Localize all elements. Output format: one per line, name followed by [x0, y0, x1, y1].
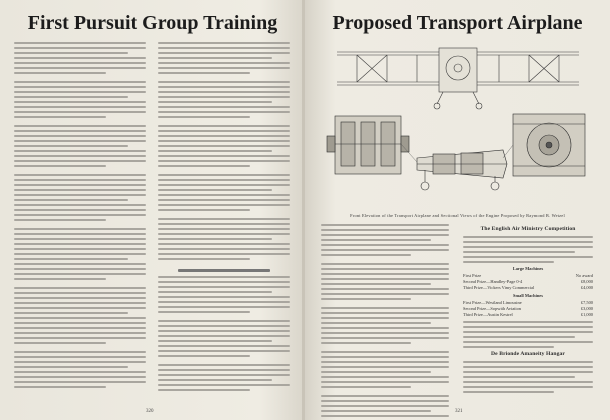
- right-column-2: [463, 224, 593, 396]
- body-text-block: [463, 361, 593, 393]
- table-row: First Prize—Westland Limousine £7,500: [463, 300, 593, 305]
- body-text-block: [158, 42, 290, 267]
- right-column-1: [321, 224, 449, 420]
- engine-section-left: [327, 116, 409, 174]
- body-text-block: [463, 321, 593, 348]
- figure-caption: Front Elevation of the Transport Airplane and Sectional Views of the Engine Proposed by Raymond B. Wetzel: [350, 213, 565, 218]
- body-text-block: [14, 42, 146, 388]
- body-text-block: [158, 276, 290, 391]
- table-heading: Small Machines: [513, 293, 543, 298]
- table-row: First Prize No award: [463, 273, 593, 278]
- left-column-2: [158, 42, 290, 394]
- nacelle-side-view: [417, 150, 507, 190]
- body-text-block: [321, 224, 449, 420]
- table-heading: Large Machines: [512, 266, 544, 271]
- left-column-1: [14, 42, 146, 391]
- competition-heading: The English Air Ministry Competition: [480, 226, 576, 232]
- table-row: Third Prize—Austin Kestrel £1,000: [463, 312, 593, 317]
- right-page: [305, 0, 610, 420]
- right-page-title: Proposed Transport Airplane: [332, 12, 583, 34]
- engine-section-right: [513, 114, 585, 176]
- biplane-front-elevation: [337, 48, 579, 109]
- prize-table: [463, 266, 593, 318]
- page-number: 321: [455, 409, 463, 414]
- page-number: 320: [146, 409, 154, 414]
- left-page-title: First Pursuit Group Training: [27, 12, 278, 34]
- body-text-block: [463, 236, 593, 263]
- airplane-engine-drawing: [317, 38, 599, 210]
- table-row: Third Prize—Vickers Vimy Commercial £4,000: [463, 285, 593, 290]
- table-row: Second Prize—Sopwith Aviation £3,000: [463, 306, 593, 311]
- section-heading-placeholder: [158, 269, 290, 272]
- award-heading: De Brionde Amaneity Hangar: [491, 351, 565, 357]
- table-row: Second Prize—Handley-Page 0-4 £8,000: [463, 279, 593, 284]
